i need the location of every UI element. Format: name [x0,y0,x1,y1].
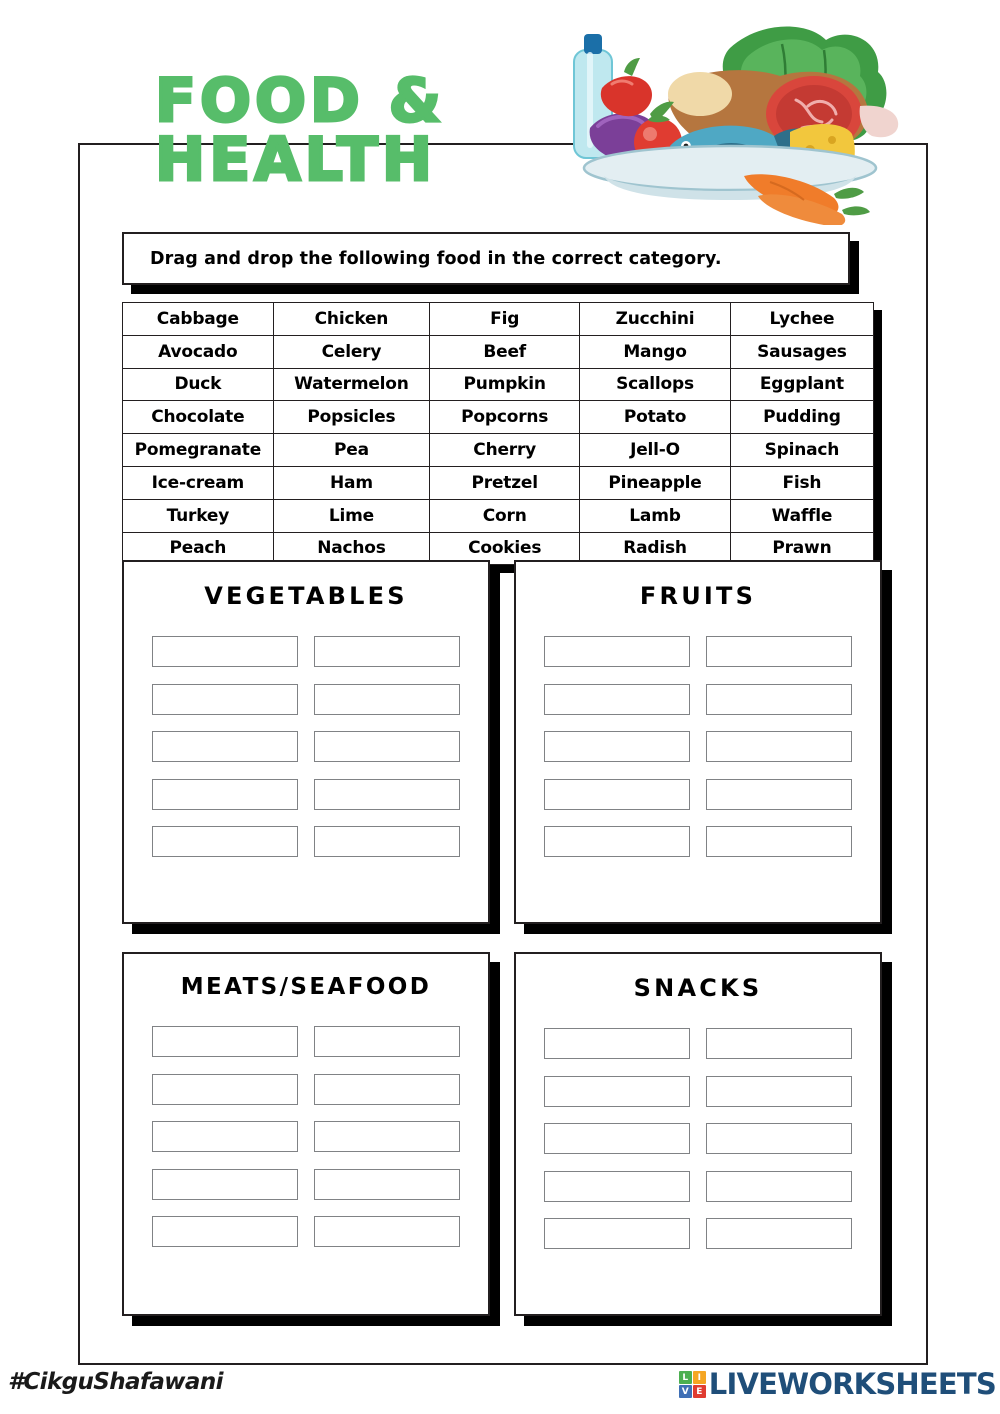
category-panel-vegetables [122,560,490,924]
word-chip[interactable]: Zucchini [580,303,731,336]
drop-slot[interactable] [544,1076,690,1107]
word-chip[interactable]: Ice-cream [123,466,274,499]
word-chip[interactable]: Corn [430,499,580,532]
word-chip[interactable]: Ham [273,466,430,499]
drop-slot[interactable] [706,731,852,762]
drop-slot[interactable] [152,779,298,810]
drop-slot[interactable] [152,731,298,762]
word-chip[interactable]: Peach [123,532,274,565]
drop-slot[interactable] [152,1074,298,1105]
word-chip[interactable]: Chicken [273,303,430,336]
category-panel-fruits [514,560,882,924]
drop-slot[interactable] [314,684,460,715]
drop-slot[interactable] [706,1076,852,1107]
drop-slot[interactable] [544,1171,690,1202]
page-title-line-1: FOOD & [155,66,446,136]
category-title-vegetables: VEGETABLES [204,582,408,610]
logo-square-i: I [693,1371,706,1384]
word-chip[interactable]: Chocolate [123,401,274,434]
word-bank-row [123,499,874,532]
word-chip[interactable]: Celery [273,335,430,368]
drop-slot[interactable] [314,779,460,810]
word-chip[interactable]: Pudding [730,401,873,434]
plate-icon [584,146,876,200]
word-chip[interactable]: Pomegranate [123,434,274,467]
drop-slot[interactable] [152,1216,298,1247]
word-chip[interactable]: Waffle [730,499,873,532]
drop-slot[interactable] [314,826,460,857]
word-bank-row [123,466,874,499]
word-bank-row [123,368,874,401]
drop-slot[interactable] [544,826,690,857]
word-chip[interactable]: Mango [580,335,731,368]
word-chip[interactable]: Potato [580,401,731,434]
word-chip[interactable]: Jell-O [580,434,731,467]
category-title-fruits: FRUITS [639,582,757,610]
category-title-meats-seafood: MEATS/SEAFOOD [180,974,432,1000]
drop-slot[interactable] [152,684,298,715]
drop-slot[interactable] [544,636,690,667]
word-chip[interactable]: Pumpkin [430,368,580,401]
drop-slot[interactable] [152,636,298,667]
drop-slot-grid-fruits [544,636,852,857]
drop-slot[interactable] [152,1026,298,1057]
drop-slot-grid-snacks [544,1028,852,1249]
logo-square-v: V [679,1385,692,1398]
drop-slot[interactable] [544,1218,690,1249]
drop-slot-grid-meats-seafood [152,1026,460,1247]
word-chip[interactable]: Cherry [430,434,580,467]
word-chip[interactable]: Fish [730,466,873,499]
word-chip[interactable]: Nachos [273,532,430,565]
drop-slot[interactable] [706,684,852,715]
drop-slot[interactable] [706,1028,852,1059]
category-panel-meats-seafood [122,952,490,1316]
drop-slot[interactable] [314,1121,460,1152]
word-chip[interactable]: Popsicles [273,401,430,434]
drop-slot[interactable] [544,779,690,810]
drop-slot-grid-vegetables [152,636,460,857]
word-bank-row [123,434,874,467]
word-chip[interactable]: Avocado [123,335,274,368]
instruction-bar [122,232,850,285]
word-chip[interactable]: Popcorns [430,401,580,434]
drop-slot[interactable] [544,684,690,715]
logo-square-e: E [693,1385,706,1398]
word-chip[interactable]: Prawn [730,532,873,565]
instruction-text: Drag and drop the following food in the correct category. [150,248,722,269]
food-platter-illustration [552,10,912,225]
logo-square-l: L [679,1371,692,1384]
drop-slot[interactable] [314,731,460,762]
drop-slot[interactable] [706,1123,852,1154]
drop-slot[interactable] [544,1028,690,1059]
drop-slot[interactable] [314,1074,460,1105]
drop-slot[interactable] [544,731,690,762]
drop-slot[interactable] [152,1169,298,1200]
word-chip[interactable]: Lamb [580,499,731,532]
word-chip[interactable]: Watermelon [273,368,430,401]
word-bank-row [123,303,874,336]
word-chip[interactable]: Beef [430,335,580,368]
drop-slot[interactable] [706,826,852,857]
word-chip[interactable]: Duck [123,368,274,401]
word-chip[interactable]: Scallops [580,368,731,401]
word-chip[interactable]: Lime [273,499,430,532]
word-chip[interactable]: Cookies [430,532,580,565]
category-panel-snacks [514,952,882,1316]
drop-slot[interactable] [152,1121,298,1152]
word-bank-row [123,401,874,434]
word-chip[interactable]: Spinach [730,434,873,467]
drop-slot[interactable] [152,826,298,857]
word-bank-body [123,303,874,565]
drop-slot[interactable] [314,1169,460,1200]
word-chip[interactable]: Turkey [123,499,274,532]
liveworksheets-logo-squares [679,1371,706,1398]
category-title-snacks: SNACKS [633,974,763,1002]
author-handle: #CikguShafawani [8,1369,223,1395]
word-chip[interactable]: Fig [430,303,580,336]
drop-slot[interactable] [314,1216,460,1247]
word-bank-row [123,335,874,368]
word-bank-table [122,302,874,565]
word-chip[interactable]: Pea [273,434,430,467]
page-title-line-2: HEALTH [155,124,437,195]
drop-slot[interactable] [706,1171,852,1202]
word-chip[interactable]: Pretzel [430,466,580,499]
word-chip[interactable]: Sausages [730,335,873,368]
word-chip[interactable]: Cabbage [123,303,274,336]
drop-slot[interactable] [706,1218,852,1249]
page-title [155,66,575,195]
liveworksheets-wordmark: LIVEWORKSHEETS [708,1367,996,1401]
drop-slot[interactable] [314,1026,460,1057]
drop-slot[interactable] [706,779,852,810]
word-chip[interactable]: Lychee [730,303,873,336]
word-chip[interactable]: Pineapple [580,466,731,499]
drop-slot[interactable] [544,1123,690,1154]
liveworksheets-logo [679,1367,996,1401]
drop-slot[interactable] [314,636,460,667]
word-chip[interactable]: Radish [580,532,731,565]
drop-slot[interactable] [706,636,852,667]
word-chip[interactable]: Eggplant [730,368,873,401]
